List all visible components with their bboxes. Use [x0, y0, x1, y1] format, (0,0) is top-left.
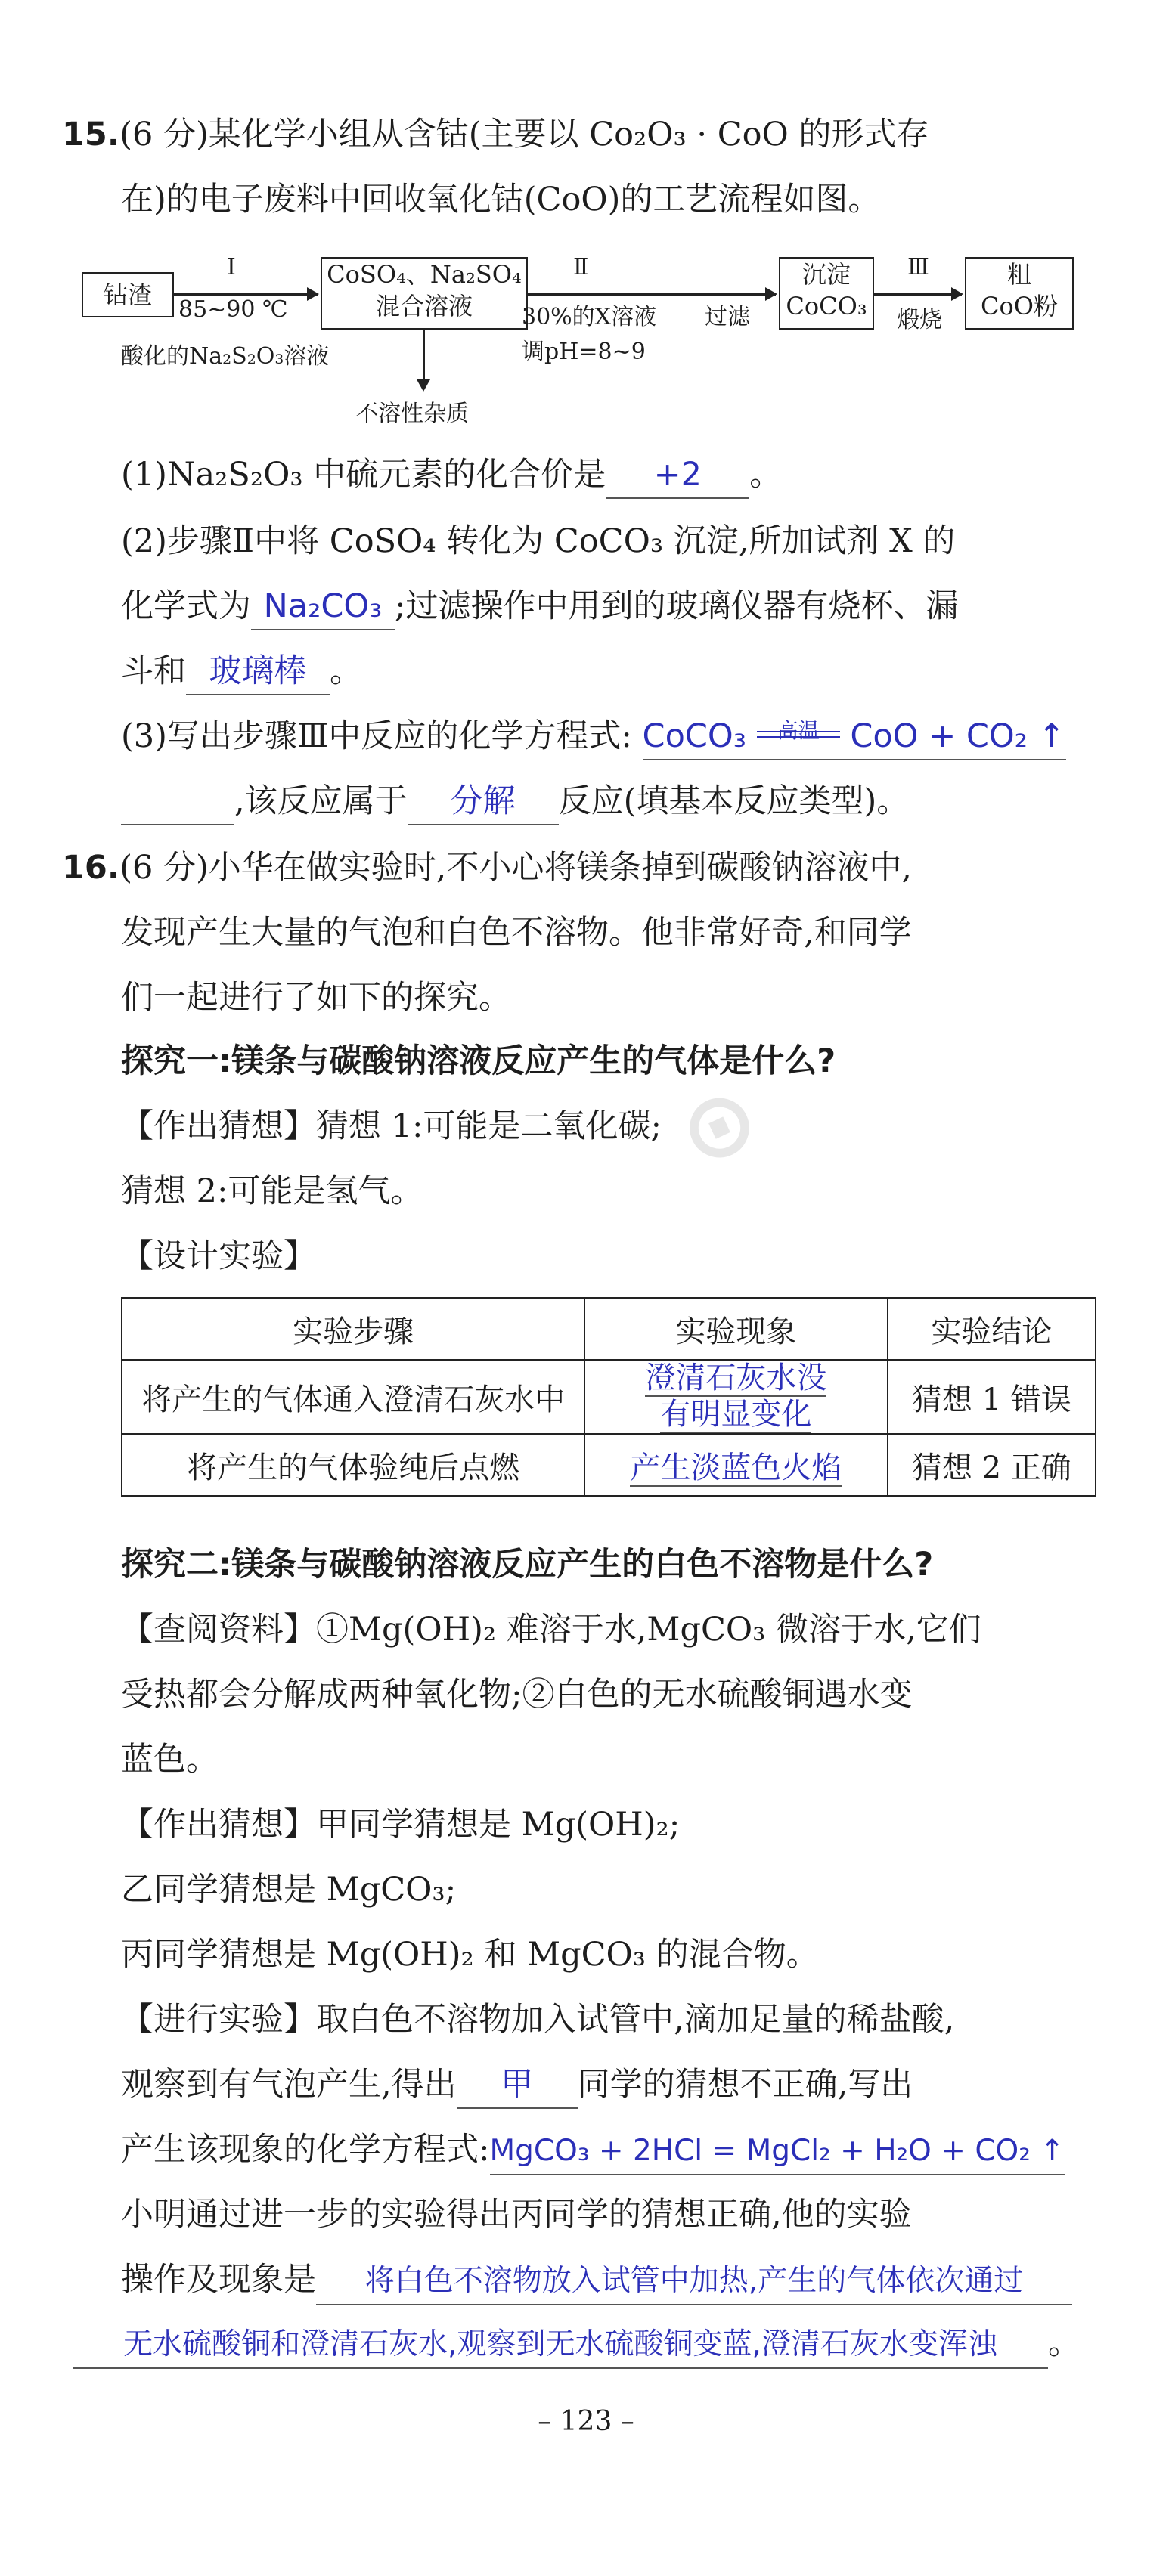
q15-line1: 15.(6 分)某化学小组从含钴(主要以 Co₂O₃ · CoO 的形式存 [62, 116, 929, 153]
q16-g2: 乙同学猜想是 MgCO₃; [121, 1871, 457, 1909]
q16-guess2: 猜想 2:可能是氢气。 [121, 1172, 423, 1210]
flow-step-2: Ⅱ [573, 254, 589, 280]
answer-blank: +2 [606, 452, 749, 499]
q16-guess1: 【作出猜想】猜想 1:可能是二氧化碳; [121, 1107, 662, 1145]
flow-arrow-2 [526, 293, 776, 296]
answer-blank-continuation [121, 779, 234, 825]
table-row [122, 1434, 1096, 1496]
table-header: 实验现象 [584, 1298, 887, 1360]
flow-reagent-2b: 调pH=8~9 [522, 339, 646, 365]
flow-step-3: Ⅲ [907, 254, 929, 280]
flow-down-arrowhead [417, 379, 430, 392]
q15-part2-line1: (2)步骤Ⅱ中将 CoSO₄ 转化为 CoCO₃ 沉淀,所加试剂 X 的 [121, 522, 956, 560]
q15-part2-line2: 化学式为 Na₂CO₃ ;过滤操作中用到的玻璃仪器有烧杯、漏 [121, 584, 959, 630]
q16-line3: 们一起进行了如下的探究。 [121, 979, 511, 1017]
flow-step-1: I [227, 254, 236, 280]
q16-g1: 【作出猜想】甲同学猜想是 Mg(OH)₂; [121, 1806, 681, 1844]
q15-part3-line1: (3)写出步骤Ⅲ中反应的化学方程式: CoCO₃ 高温 CoO + CO₂ ↑ [121, 714, 1066, 760]
q16-explore2: 探究二:镁条与碳酸钠溶液反应产生的白色不溶物是什么? [121, 1546, 934, 1584]
flow-reagent-2a: 30%的X溶液 [522, 304, 657, 330]
q16-exp6: 无水硫酸铜和澄清石灰水,观察到无水硫酸铜变蓝,澄清石灰水变浑浊 。 [73, 2321, 1081, 2369]
flow-box-cobalt-residue: 钴渣 [82, 272, 174, 317]
question-number: 15. [62, 116, 120, 153]
answer-text: 将白色不溶物放入试管中加热,产生的气体依次通过 [316, 2259, 1072, 2305]
q15-part1: (1)Na₂S₂O₃ 中硫元素的化合价是 +2 。 [121, 452, 782, 499]
q16-line2: 发现产生大量的气泡和白色不溶物。他非常好奇,和同学 [121, 914, 912, 952]
flow-filter: 过滤 [705, 304, 750, 330]
table-header: 实验结论 [888, 1298, 1096, 1360]
answer-equation: MgCO₃ + 2HCl = MgCl₂ + H₂O + CO₂ ↑ [490, 2129, 1065, 2175]
flow-arrow-1 [172, 293, 318, 296]
q15-part2-line3: 斗和 玻璃棒 。 [121, 649, 362, 695]
page-number: – 123 – [538, 2406, 634, 2437]
experiment-table [121, 1297, 1096, 1497]
q16-g3: 丙同学猜想是 Mg(OH)₂ 和 MgCO₃ 的混合物。 [121, 1936, 819, 1974]
flow-calcine: 煅烧 [897, 307, 942, 333]
table-cell-handwritten: 产生淡蓝色火焰 [584, 1434, 887, 1496]
table-cell-handwritten: 澄清石灰水没 有明显变化 [584, 1360, 887, 1434]
question-number: 16. [62, 849, 120, 887]
table-row [122, 1360, 1096, 1434]
reaction-condition: 高温 [757, 738, 840, 747]
answer-blank: 玻璃棒 [186, 649, 330, 695]
table-cell: 猜想 2 正确 [888, 1434, 1096, 1496]
q15-part3-line2: ,该反应属于 分解 反应(填基本反应类型)。 [121, 779, 909, 825]
answer-text: 无水硫酸铜和澄清石灰水,观察到无水硫酸铜变蓝,澄清石灰水变浑浊 [73, 2322, 1048, 2369]
flow-arrow-3 [873, 293, 962, 296]
q16-line1: 16.(6 分)小华在做实验时,不小心将镁条掉到碳酸钠溶液中, [62, 849, 913, 887]
flow-down-line [423, 328, 425, 382]
q16-exp4: 小明通过进一步的实验得出丙同学的猜想正确,他的实验 [121, 2196, 912, 2234]
flow-box-crude-coo: 粗 CoO粉 [965, 257, 1074, 330]
answer-blank: Na₂CO₃ [251, 584, 395, 630]
table-cell: 将产生的气体验纯后点燃 [122, 1434, 584, 1496]
answer-blank: 甲 [457, 2062, 578, 2109]
q16-exp3: 产生该现象的化学方程式:MgCO₃ + 2HCl = MgCl₂ + H₂O + CO₂ ↑ [121, 2127, 1065, 2175]
watermark: ⊙ [662, 1062, 776, 1190]
q16-ref1: 【查阅资料】①Mg(OH)₂ 难溶于水,MgCO₃ 微溶于水,它们 [121, 1611, 981, 1649]
q16-ref2: 受热都会分解成两种氧化物;②白色的无水硫酸铜遇水变 [121, 1676, 913, 1714]
flow-reagent-1: 酸化的Na₂S₂O₃溶液 [121, 343, 330, 370]
table-cell: 猜想 1 错误 [888, 1360, 1096, 1434]
answer-blank: 分解 [408, 779, 559, 825]
answer-equation: CoCO₃ 高温 CoO + CO₂ ↑ [643, 714, 1066, 760]
q16-exp1: 【进行实验】取白色不溶物加入试管中,滴加足量的稀盐酸, [121, 2001, 955, 2039]
q15-line2: 在)的电子废料中回收氧化钴(CoO)的工艺流程如图。 [121, 181, 881, 218]
flow-impurity: 不溶性杂质 [355, 401, 469, 427]
q16-exp2: 观察到有气泡产生,得出 甲 同学的猜想不正确,写出 [121, 2062, 913, 2109]
flow-box-mixed-solution: CoSO₄、Na₂SO₄ 混合溶液 [321, 257, 528, 330]
table-cell: 将产生的气体通入澄清石灰水中 [122, 1360, 584, 1434]
table-header: 实验步骤 [122, 1298, 584, 1360]
q16-design: 【设计实验】 [121, 1237, 316, 1275]
q16-ref3: 蓝色。 [121, 1741, 219, 1779]
q16-exp5: 操作及现象是 将白色不溶物放入试管中加热,产生的气体依次通过 [121, 2257, 1072, 2305]
flow-box-precipitate: 沉淀 CoCO₃ [779, 257, 874, 330]
q16-explore1: 探究一:镁条与碳酸钠溶液反应产生的气体是什么? [121, 1042, 836, 1080]
table-header-row [122, 1298, 1096, 1360]
flow-temp: 85~90 ℃ [178, 296, 288, 323]
